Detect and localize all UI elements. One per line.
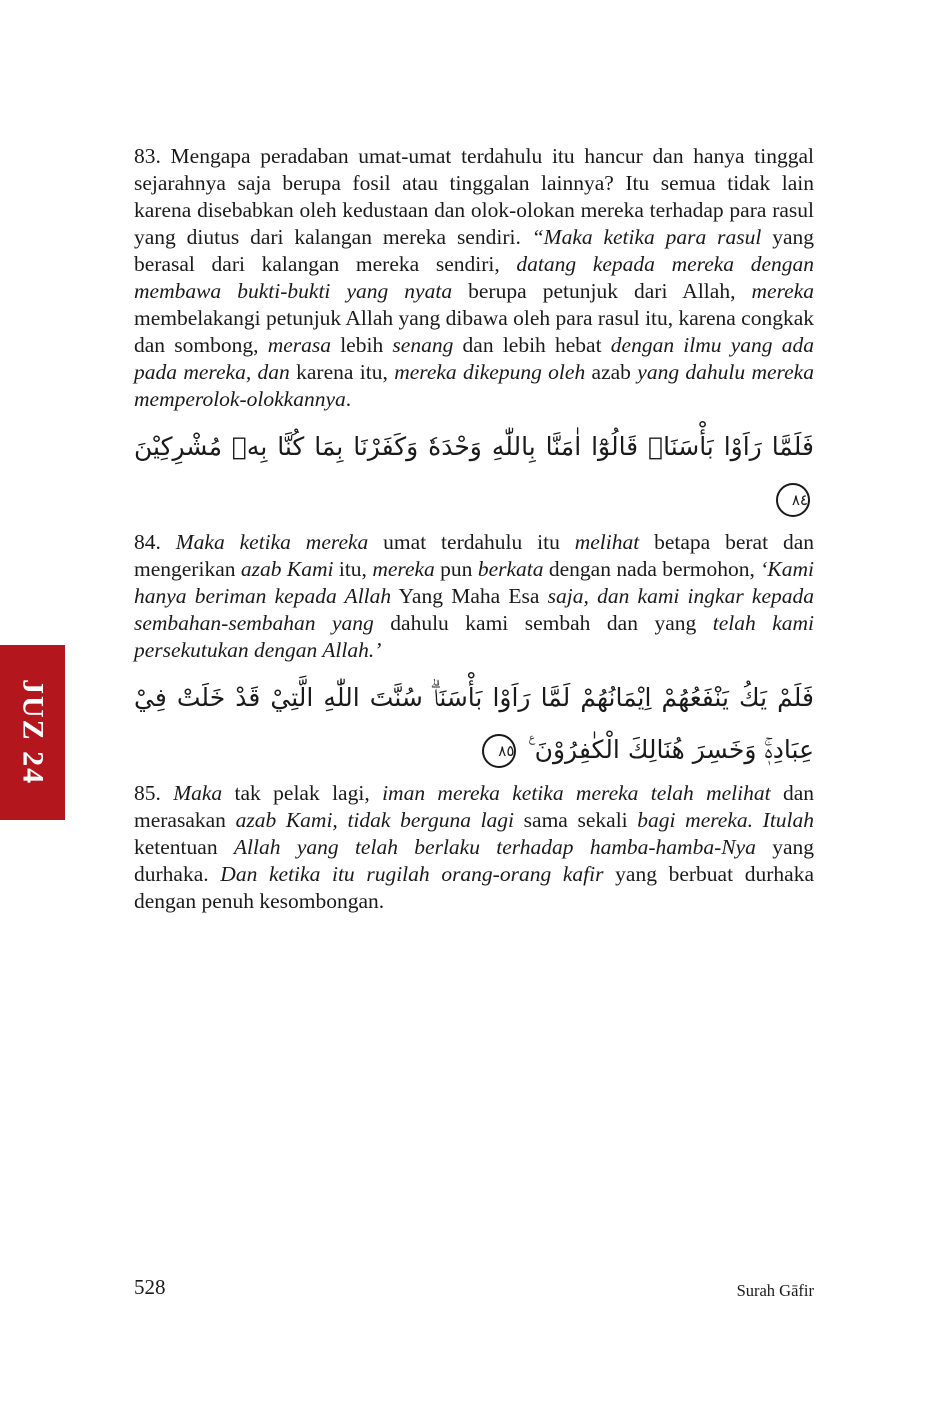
text-run: yang berbuat durhaka dengan penuh kesombongan. [134,862,814,913]
italic-run: bagi mereka. Itulah [637,808,815,832]
italic-run: Maka ketika mereka [175,530,369,554]
italic-run: Allah yang telah berlaku terhadap hamba-hamba-Nya [233,835,756,859]
verse-number-marker: ٨٤ [776,483,810,517]
text-run: karena itu, [289,360,395,384]
italic-run: telah kami persekutukan dengan Allah.’ [134,611,814,662]
italic-run: berkata [477,557,544,581]
italic-run: yang dahulu mereka memperolok-olokkannya [134,360,814,411]
text-run: ketentuan [134,835,234,859]
text-run: itu, [333,557,373,581]
italic-run: dengan ilmu yang ada pada mereka, dan [134,333,814,384]
italic-run: melihat [574,530,640,554]
italic-run: datang kepada mereka dengan membawa bukti-bukti yang nyata [134,252,815,303]
text-run: dengan nada bermohon, [543,557,761,581]
text-run: 83. Mengapa peradaban umat-umat terdahulu itu hancur dan hanya tinggal sejarahnya saja berupa fosil atau tinggalan lainnya? Itu semua tidak lain karena disebabkan oleh kedustaan dan olok-olokan mereka terhadap para rasul yang diutus dari kalangan mereka sendiri. [134,144,814,249]
italic-run: ‘Kami hanya beriman kepada Allah [134,557,814,608]
paragraph-83 [134,143,814,413]
text-run: umat terdahulu itu [368,530,575,554]
text-run: pun [434,557,478,581]
italic-run: mereka [372,557,435,581]
text-run: berupa petunjuk dari Allah, [452,279,752,303]
text-run: dahulu kami sembah dan yang [373,611,713,635]
page-content [134,143,814,915]
page-number: 528 [134,1275,166,1299]
italic-run: iman mereka ketika mereka telah melihat [382,781,771,805]
arabic-verse-text: فَلَمْ يَكُ يَنْفَعُهُمْ اِيْمَانُهُمْ لَمَّا رَاَوْا بَأْسَنَاۗ سُنَّتَ اللّٰهِ الَّتِيْ قَدْ خَلَتْ فِيْ عِبَادِهٖۚ وَخَسِرَ هُنَالِكَ الْكٰفِرُوْنَ ࣖ [134,683,814,764]
text-run: yang durhaka. [134,835,815,886]
italic-run: merasa [267,333,331,357]
text-run: . [345,387,352,411]
arabic-verse-text: فَلَمَّا رَاَوْا بَأْسَنَاۗ قَالُوْٓا اٰمَنَّا بِاللّٰهِ وَحْدَهٗ وَكَفَرْنَا بِمَا كُنَّا بِهٖ مُشْرِكِيْنَ [134,432,814,461]
italic-run: saja, dan kami ingkar kepada sembahan-sembahan yang [134,584,814,635]
italic-run: azab Kami [240,557,334,581]
text-run: Yang Maha Esa [391,584,548,608]
arabic-verse-85 [134,672,814,776]
italic-run: Maka [173,781,223,805]
text-run: 85. [134,781,174,805]
italic-run: Dan ketika itu rugilah orang-orang kafir [220,862,604,886]
text-run: tak pelak lagi, [222,781,383,805]
text-run: 84. [134,530,176,554]
juz-side-tab [0,645,65,820]
italic-run: “Maka ketika para rasul [531,225,762,249]
paragraph-84 [134,529,814,664]
arabic-verse-84 [134,421,814,525]
text-run: lebih [331,333,393,357]
text-run: membelakangi petunjuk Allah yang dibawa oleh para rasul itu, karena congkak dan sombong, [134,306,815,357]
text-run: yang berasal dari kalangan mereka sendiri, [134,225,814,276]
italic-run: senang [392,333,454,357]
text-run: betapa berat dan mengerikan [134,530,814,581]
text-run: dan lebih hebat [453,333,611,357]
text-run: azab [585,360,638,384]
text-run: sama sekali [514,808,638,832]
running-head: Surah Gāfir [736,1281,814,1300]
italic-run: mereka dikepung oleh [394,360,586,384]
juz-label: JUZ 24 [16,679,50,786]
paragraph-85 [134,780,814,915]
italic-run: azab Kami, tidak berguna lagi [235,808,515,832]
italic-run: mereka [751,279,814,303]
text-run: dan merasakan [134,781,814,832]
verse-number-marker: ٨٥ [482,734,516,768]
